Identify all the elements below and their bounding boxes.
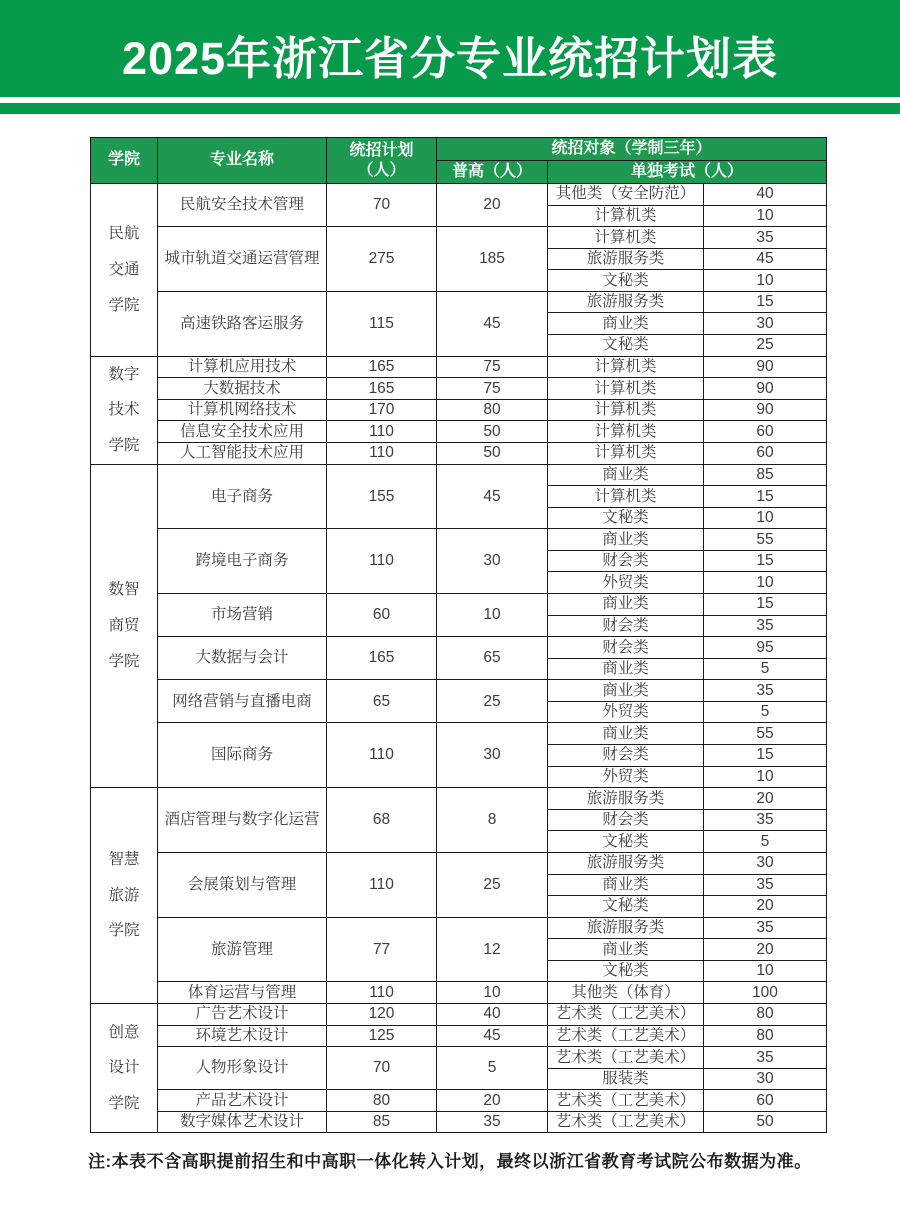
plan-cell: 110 [327,421,437,443]
college-cell [91,184,158,357]
major-cell: 酒店管理与数字化运营 [158,788,327,853]
exam-count-cell: 50 [704,1111,827,1133]
putong-cell: 25 [437,680,548,723]
exam-count-cell: 20 [704,788,827,810]
major-cell: 网络营销与直播电商 [158,680,327,723]
header-target-group: 统招对象（学制三年） [437,138,827,161]
college-cell-label: 数智商贸学院 [108,581,140,670]
exam-category-cell: 商业类 [548,464,704,486]
exam-category-cell: 财会类 [548,615,704,637]
plan-table [90,137,827,1133]
exam-category-cell: 计算机类 [548,442,704,464]
major-cell: 环境艺术设计 [158,1025,327,1047]
major-cell: 大数据技术 [158,378,327,400]
table-row [91,1047,827,1069]
major-cell: 旅游管理 [158,917,327,982]
exam-count-cell: 35 [704,809,827,831]
exam-count-cell: 15 [704,550,827,572]
exam-category-cell: 计算机类 [548,205,704,227]
exam-count-cell: 90 [704,356,827,378]
putong-cell: 75 [437,378,548,400]
plan-cell: 110 [327,982,437,1004]
header-separate-exam: 单独考试（人） [548,161,827,184]
exam-category-cell: 其他类（安全防范） [548,184,704,206]
college-cell-label: 民航交通学院 [108,225,140,314]
putong-cell: 12 [437,917,548,982]
exam-category-cell: 其他类（体育） [548,982,704,1004]
plan-cell: 70 [327,184,437,227]
table-row [91,1090,827,1112]
exam-category-cell: 计算机类 [548,421,704,443]
exam-count-cell: 25 [704,335,827,357]
exam-count-cell: 30 [704,852,827,874]
table-row [91,982,827,1004]
putong-cell: 80 [437,399,548,421]
exam-category-cell: 旅游服务类 [548,852,704,874]
table-row [91,637,827,659]
table-row [91,917,827,939]
putong-cell: 75 [437,356,548,378]
exam-count-cell: 80 [704,1004,827,1026]
footer-note: 注:本表不含高职提前招生和中高职一体化转入计划，最终以浙江省教育考试院公布数据为准。 [88,1152,812,1172]
exam-count-cell: 95 [704,637,827,659]
exam-count-cell: 10 [704,960,827,982]
exam-category-cell: 商业类 [548,723,704,745]
exam-count-cell: 35 [704,917,827,939]
plan-cell: 165 [327,637,437,680]
exam-category-cell: 艺术类（工艺美术） [548,1004,704,1026]
college-cell-label: 智慧旅游学院 [108,851,140,940]
header-row-1 [91,138,827,161]
exam-count-cell: 90 [704,399,827,421]
table-row [91,529,827,551]
plan-cell: 60 [327,594,437,637]
putong-cell: 5 [437,1047,548,1090]
table-row [91,184,827,206]
plan-cell: 70 [327,1047,437,1090]
exam-count-cell: 35 [704,615,827,637]
exam-count-cell: 30 [704,313,827,335]
table-row [91,1004,827,1026]
plan-cell: 120 [327,1004,437,1026]
plan-cell: 275 [327,227,437,292]
major-cell: 人物形象设计 [158,1047,327,1090]
exam-category-cell: 商业类 [548,529,704,551]
table-row [91,1025,827,1047]
table-row [91,378,827,400]
exam-category-cell: 商业类 [548,874,704,896]
putong-cell: 25 [437,852,548,917]
exam-category-cell: 文秘类 [548,507,704,529]
plan-cell: 110 [327,723,437,788]
putong-cell: 30 [437,723,548,788]
exam-count-cell: 15 [704,291,827,313]
college-cell [91,1004,158,1133]
exam-category-cell: 文秘类 [548,896,704,918]
putong-cell: 20 [437,184,548,227]
major-cell: 会展策划与管理 [158,852,327,917]
exam-category-cell: 文秘类 [548,831,704,853]
putong-cell: 185 [437,227,548,292]
exam-category-cell: 财会类 [548,637,704,659]
exam-count-cell: 55 [704,723,827,745]
exam-category-cell: 计算机类 [548,378,704,400]
exam-count-cell: 5 [704,701,827,723]
exam-category-cell: 艺术类（工艺美术） [548,1047,704,1069]
major-cell: 信息安全技术应用 [158,421,327,443]
plan-cell: 65 [327,680,437,723]
putong-cell: 45 [437,291,548,356]
table-row [91,852,827,874]
exam-count-cell: 55 [704,529,827,551]
putong-cell: 45 [437,1025,548,1047]
exam-category-cell: 外贸类 [548,572,704,594]
plan-cell: 115 [327,291,437,356]
exam-count-cell: 20 [704,896,827,918]
exam-category-cell: 艺术类（工艺美术） [548,1025,704,1047]
table-row [91,227,827,249]
exam-count-cell: 35 [704,874,827,896]
exam-category-cell: 文秘类 [548,335,704,357]
table-row [91,594,827,616]
exam-category-cell: 旅游服务类 [548,788,704,810]
exam-count-cell: 35 [704,227,827,249]
table-row [91,723,827,745]
putong-cell: 40 [437,1004,548,1026]
exam-category-cell: 计算机类 [548,486,704,508]
exam-category-cell: 计算机类 [548,399,704,421]
putong-cell: 20 [437,1090,548,1112]
table-row [91,788,827,810]
plan-cell: 125 [327,1025,437,1047]
putong-cell: 8 [437,788,548,853]
exam-category-cell: 财会类 [548,745,704,767]
exam-category-cell: 旅游服务类 [548,248,704,270]
major-cell: 跨境电子商务 [158,529,327,594]
college-cell-label: 数字技术学院 [108,365,140,454]
header-major: 专业名称 [158,138,327,184]
major-cell: 国际商务 [158,723,327,788]
exam-count-cell: 100 [704,982,827,1004]
exam-count-cell: 80 [704,1025,827,1047]
college-cell-label: 创意设计学院 [108,1023,140,1113]
table-row [91,291,827,313]
exam-count-cell: 10 [704,572,827,594]
exam-category-cell: 服装类 [548,1068,704,1090]
exam-count-cell: 45 [704,248,827,270]
exam-count-cell: 30 [704,1068,827,1090]
putong-cell: 65 [437,637,548,680]
exam-category-cell: 计算机类 [548,227,704,249]
putong-cell: 50 [437,442,548,464]
divider-stripe-green [0,103,900,114]
major-cell: 体育运营与管理 [158,982,327,1004]
plan-cell: 155 [327,464,437,529]
putong-cell: 30 [437,529,548,594]
major-cell: 计算机应用技术 [158,356,327,378]
exam-category-cell: 计算机类 [548,356,704,378]
exam-count-cell: 5 [704,831,827,853]
major-cell: 产品艺术设计 [158,1090,327,1112]
exam-count-cell: 60 [704,421,827,443]
plan-cell: 80 [327,1090,437,1112]
exam-category-cell: 文秘类 [548,270,704,292]
exam-count-cell: 60 [704,1090,827,1112]
exam-category-cell: 商业类 [548,939,704,961]
exam-count-cell: 10 [704,766,827,788]
exam-category-cell: 外贸类 [548,766,704,788]
table-row [91,421,827,443]
college-cell [91,464,158,788]
table-row [91,1111,827,1133]
plan-table-container [90,137,826,1133]
title-banner [0,0,900,97]
page-title: 2025年浙江省分专业统招计划表 [121,33,779,84]
exam-category-cell: 艺术类（工艺美术） [548,1111,704,1133]
major-cell: 电子商务 [158,464,327,529]
plan-cell: 110 [327,529,437,594]
exam-category-cell: 艺术类（工艺美术） [548,1090,704,1112]
major-cell: 市场营销 [158,594,327,637]
plan-cell: 170 [327,399,437,421]
college-cell [91,356,158,464]
putong-cell: 45 [437,464,548,529]
exam-count-cell: 40 [704,184,827,206]
exam-count-cell: 10 [704,507,827,529]
table-row [91,680,827,702]
exam-count-cell: 5 [704,658,827,680]
plan-cell: 110 [327,852,437,917]
table-row [91,442,827,464]
putong-cell: 10 [437,982,548,1004]
plan-table-body [91,184,827,1133]
table-row [91,356,827,378]
major-cell: 城市轨道交通运营管理 [158,227,327,292]
exam-category-cell: 商业类 [548,680,704,702]
exam-count-cell: 15 [704,745,827,767]
table-row [91,464,827,486]
header-plan [327,138,437,184]
exam-count-cell: 15 [704,594,827,616]
putong-cell: 10 [437,594,548,637]
college-cell [91,788,158,1004]
exam-category-cell: 外贸类 [548,701,704,723]
header-college: 学院 [91,138,158,184]
exam-category-cell: 财会类 [548,809,704,831]
exam-category-cell: 财会类 [548,550,704,572]
exam-category-cell: 旅游服务类 [548,291,704,313]
exam-count-cell: 35 [704,680,827,702]
major-cell: 广告艺术设计 [158,1004,327,1026]
plan-cell: 77 [327,917,437,982]
plan-cell: 85 [327,1111,437,1133]
major-cell: 高速铁路客运服务 [158,291,327,356]
major-cell: 人工智能技术应用 [158,442,327,464]
exam-count-cell: 10 [704,270,827,292]
putong-cell: 50 [437,421,548,443]
exam-category-cell: 商业类 [548,658,704,680]
exam-category-cell: 商业类 [548,594,704,616]
exam-count-cell: 90 [704,378,827,400]
exam-category-cell: 文秘类 [548,960,704,982]
exam-count-cell: 35 [704,1047,827,1069]
major-cell: 计算机网络技术 [158,399,327,421]
header-plan-label: 统招计划（人） [349,141,414,179]
table-row [91,399,827,421]
exam-category-cell: 商业类 [548,313,704,335]
plan-cell: 165 [327,378,437,400]
major-cell: 数字媒体艺术设计 [158,1111,327,1133]
header-general-high: 普高（人） [437,161,548,184]
plan-cell: 110 [327,442,437,464]
exam-category-cell: 旅游服务类 [548,917,704,939]
major-cell: 民航安全技术管理 [158,184,327,227]
exam-count-cell: 10 [704,205,827,227]
exam-count-cell: 60 [704,442,827,464]
plan-cell: 68 [327,788,437,853]
exam-count-cell: 20 [704,939,827,961]
plan-cell: 165 [327,356,437,378]
exam-count-cell: 85 [704,464,827,486]
putong-cell: 35 [437,1111,548,1133]
exam-count-cell: 15 [704,486,827,508]
major-cell: 大数据与会计 [158,637,327,680]
